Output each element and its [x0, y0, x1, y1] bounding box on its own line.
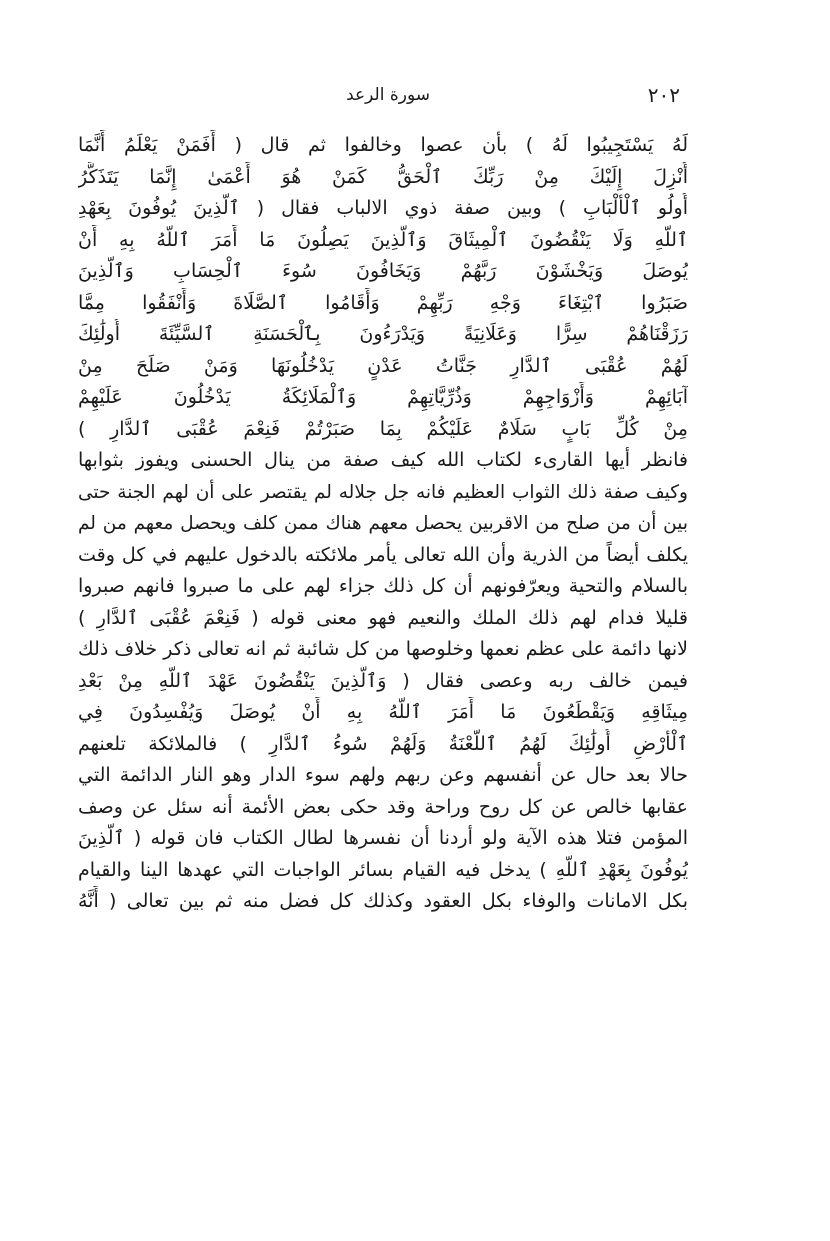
text-line: بكل الامانات والوفاء بكل العقود وكذلك كل فضل منه ثم بين تعالى ( أَنَّهُ	[78, 890, 688, 912]
text-line: فيمن خالف ربه وعصى فقال ( وَٱلَّذِينَ يَنْقُضُونَ عَهْدَ ٱللَّهِ مِنْ بَعْدِ	[78, 669, 688, 692]
text-line: يُوفُونَ بِعَهْدِ ٱللَّهِ ) يدخل فيه القيام بسائر الواجبات التي عهدها الينا والقيام	[78, 858, 688, 881]
text-line: وكيف صفة ذلك الثواب العظيم فانه جل جلاله لم يقتصر على أن لهم الجنة حتى	[78, 481, 688, 503]
text-line: رَزَقْنَاهُمْ سِرًّا وَعَلَانِيَةً وَيَدْرَءُونَ بِٱلْحَسَنَةِ ٱلسَّيِّئَةَ أُولَٰئِكَ	[78, 323, 688, 345]
running-head	[80, 80, 680, 110]
text-line: قليلا فدام لهم ذلك الملك والنعيم فهو معنى قوله ( فَنِعْمَ عُقْبَى ٱلدَّارِ )	[78, 606, 688, 629]
text-line: لَهُ يَسْتَجِيبُوا لَهُ ) بأن عصوا وخالفوا ثم قال ( أَفَمَنْ يَعْلَمُ أَنَّمَا	[78, 134, 688, 156]
page-number: ٢٠٢	[647, 83, 680, 107]
surah-title: سورة الرعد	[346, 85, 430, 105]
text-line: يُوصَلَ وَيَخْشَوْنَ رَبَّهُمْ وَيَخَافُونَ سُوءَ ٱلْحِسَابِ وَٱلَّذِينَ	[78, 260, 688, 282]
text-line: يكلف أيضاً من الذرية وأن الله تعالى يأمر ملائكته بالدخول عليهم في كل وقت	[78, 543, 688, 566]
text-line: بين أن من صلح من الاقربين يحصل معهم هناك ممن كلف ويحصل معهم من لم	[78, 513, 688, 534]
text-line: المؤمن فتلا هذه الآية ولو أردنا أن نفسرها لطال الكتاب فان قوله ( ٱلَّذِينَ	[78, 827, 688, 849]
text-line: مِيثَاقِهِ وَيَقْطَعُونَ مَا أَمَرَ ٱللَّهُ بِهِ أَنْ يُوصَلَ وَيُفْسِدُونَ فِي	[78, 701, 688, 723]
text-line: أُولُو ٱلْأَلْبَابِ ) وبين صفة ذوي الالباب فقال ( ٱلَّذِينَ يُوفُونَ بِعَهْدِ	[78, 197, 688, 219]
text-line: صَبَرُوا ٱبْتِغَاءَ وَجْهِ رَبِّهِمْ وَأَقَامُوا ٱلصَّلَاةَ وَأَنْفَقُوا مِمَّا	[78, 291, 688, 314]
text-line: آبَائِهِمْ وَأَزْوَاجِهِمْ وَذُرِّيَّاتِهِمْ وَٱلْمَلَائِكَةُ يَدْخُلُونَ عَلَيْهِمْ	[78, 386, 688, 408]
commentary-text	[78, 130, 688, 918]
text-line: لانها دائمة على عظم نعمها وخلوصها من كل شائبة ثم انه تعالى ذكر خلاف ذلك	[78, 638, 688, 660]
text-line: بالسلام والتحية ويعرّفونهم أن كل ذلك جزاء لهم على ما صبروا فانهم صبروا	[78, 575, 688, 597]
text-line: ٱلْأَرْضِ أُولَٰئِكَ لَهُمُ ٱللَّعْنَةُ وَلَهُمْ سُوءُ ٱلدَّارِ ) فالملائكة تلعنهم	[78, 732, 688, 755]
text-line: ٱللَّهِ وَلَا يَنْقُضُونَ ٱلْمِيثَاقَ وَٱلَّذِينَ يَصِلُونَ مَا أَمَرَ ٱللَّهُ بِهِ أَنْ	[78, 228, 688, 251]
text-line: حالا بعد حال عن أنفسهم وعن ربهم ولهم سوء الدار وهو النار الدائمة التي	[78, 764, 688, 786]
text-line: عقابها خالص عن كل روح وراحة وقد حكى بعض الأئمة أنه سئل عن وصف	[78, 795, 688, 818]
text-line: فانظر أيها القارىء لكتاب الله كيف صفة من ينال الحسنى ويفوز بثوابها	[78, 449, 688, 471]
text-line: أُنْزِلَ إِلَيْكَ مِنْ رَبِّكَ ٱلْحَقُّ كَمَنْ هُوَ أَعْمَىٰ إِنَّمَا يَتَذَكَّرُ	[78, 165, 688, 188]
text-line: لَهُمْ عُقْبَى ٱلدَّارِ جَنَّاتُ عَدْنٍ يَدْخُلُونَهَا وَمَنْ صَلَحَ مِنْ	[78, 354, 688, 377]
text-line: مِنْ كُلِّ بَابٍ سَلَامٌ عَلَيْكُمْ بِمَا صَبَرْتُمْ فَنِعْمَ عُقْبَى ٱلدَّارِ )	[78, 417, 688, 440]
